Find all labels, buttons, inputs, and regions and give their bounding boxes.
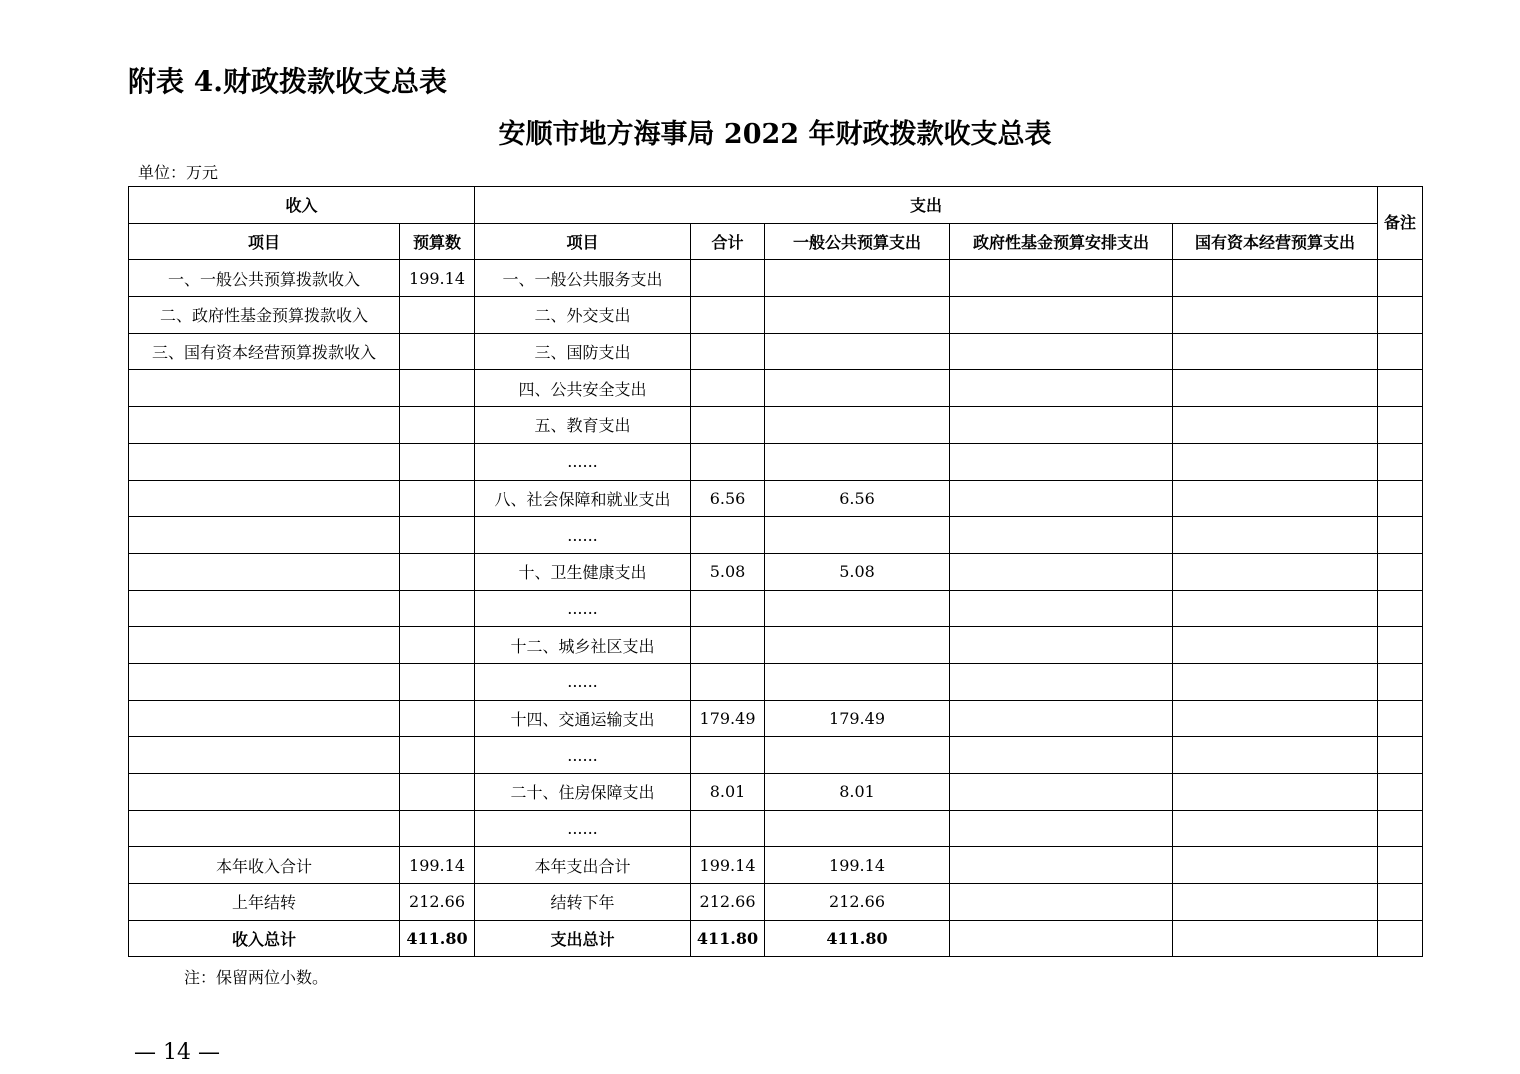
expense-total-cell [691, 370, 765, 407]
expense-total-cell: 199.14 [691, 847, 765, 884]
expense-fund-cell [950, 663, 1173, 700]
income-budget-cell [400, 517, 475, 554]
page-title: 安顺市地方海事局 2022 年财政拨款收支总表 [498, 119, 1052, 150]
table-row [129, 663, 1423, 700]
expense-item-cell: 十二、城乡社区支出 [475, 627, 691, 664]
income-budget-cell [400, 480, 475, 517]
expense-item-cell: 十、卫生健康支出 [475, 553, 691, 590]
remark-cell [1378, 920, 1423, 957]
income-budget-cell [400, 774, 475, 811]
expense-item-cell: ...... [475, 737, 691, 774]
income-budget-cell [400, 737, 475, 774]
expense-total-cell [691, 517, 765, 554]
expense-item-cell: ...... [475, 443, 691, 480]
income-item-cell: 一、一般公共预算拨款收入 [129, 260, 400, 297]
income-item-cell [129, 517, 400, 554]
expense-total-cell [691, 810, 765, 847]
expense-fund-cell [950, 370, 1173, 407]
income-item-cell [129, 737, 400, 774]
expense-fund-cell [950, 847, 1173, 884]
expense-general-cell: 411.80 [765, 920, 950, 957]
expense-fund-cell [950, 590, 1173, 627]
expense-fund-cell [950, 333, 1173, 370]
expense-fund-cell [950, 920, 1173, 957]
expense-total-cell: 179.49 [691, 700, 765, 737]
table-row [129, 737, 1423, 774]
table-row [129, 590, 1423, 627]
income-item-cell [129, 553, 400, 590]
expense-state-cell [1173, 774, 1378, 811]
income-item-cell: 本年收入合计 [129, 847, 400, 884]
remark-cell [1378, 333, 1423, 370]
expense-general-cell [765, 737, 950, 774]
expense-general-cell [765, 590, 950, 627]
income-budget-cell: 212.66 [400, 884, 475, 921]
expense-fund-cell [950, 260, 1173, 297]
expense-state-cell [1173, 810, 1378, 847]
table-row [129, 847, 1423, 884]
expense-fund-cell [950, 774, 1173, 811]
expense-general-cell [765, 333, 950, 370]
expense-item-cell: ...... [475, 663, 691, 700]
expense-state-cell [1173, 260, 1378, 297]
income-budget-cell [400, 700, 475, 737]
expense-total-cell [691, 443, 765, 480]
expense-item-cell: ...... [475, 517, 691, 554]
expense-item-cell: 十四、交通运输支出 [475, 700, 691, 737]
table-row [129, 700, 1423, 737]
table-body [129, 260, 1423, 957]
budget-table [128, 186, 1423, 957]
expense-fund-cell [950, 627, 1173, 664]
income-budget-cell [400, 443, 475, 480]
remark-cell [1378, 517, 1423, 554]
expense-item-cell: 五、教育支出 [475, 407, 691, 444]
table-row [129, 443, 1423, 480]
expense-fund-cell [950, 810, 1173, 847]
table-row [129, 627, 1423, 664]
expense-general-cell: 6.56 [765, 480, 950, 517]
expense-item-cell: 结转下年 [475, 884, 691, 921]
expense-general-header: 一般公共预算支出 [765, 223, 950, 260]
income-budget-cell: 199.14 [400, 847, 475, 884]
expense-state-cell [1173, 663, 1378, 700]
remark-cell [1378, 884, 1423, 921]
income-group-header: 收入 [129, 187, 475, 224]
income-item-cell [129, 627, 400, 664]
expense-general-cell: 8.01 [765, 774, 950, 811]
expense-state-cell [1173, 627, 1378, 664]
remark-header: 备注 [1378, 187, 1423, 260]
remark-cell [1378, 847, 1423, 884]
expense-total-header: 合计 [691, 223, 765, 260]
income-item-cell [129, 370, 400, 407]
income-item-header: 项目 [129, 223, 400, 260]
income-budget-cell [400, 663, 475, 700]
income-item-cell [129, 810, 400, 847]
income-budget-cell: 199.14 [400, 260, 475, 297]
remark-cell [1378, 810, 1423, 847]
expense-item-cell: ...... [475, 590, 691, 627]
expense-group-header: 支出 [475, 187, 1378, 224]
expense-fund-cell [950, 737, 1173, 774]
expense-state-cell [1173, 553, 1378, 590]
expense-state-cell [1173, 480, 1378, 517]
expense-item-cell: 本年支出合计 [475, 847, 691, 884]
income-item-cell: 三、国有资本经营预算拨款收入 [129, 333, 400, 370]
expense-general-cell [765, 810, 950, 847]
income-budget-cell [400, 297, 475, 334]
table-row [129, 920, 1423, 957]
table-row [129, 884, 1423, 921]
remark-cell [1378, 443, 1423, 480]
expense-fund-header: 政府性基金预算安排支出 [950, 223, 1173, 260]
expense-total-cell: 411.80 [691, 920, 765, 957]
expense-state-cell [1173, 700, 1378, 737]
expense-state-cell [1173, 443, 1378, 480]
expense-item-header: 项目 [475, 223, 691, 260]
table-row [129, 370, 1423, 407]
expense-item-cell: 二十、住房保障支出 [475, 774, 691, 811]
remark-cell [1378, 627, 1423, 664]
footnote: 注：保留两位小数。 [184, 968, 329, 987]
expense-fund-cell [950, 553, 1173, 590]
expense-general-cell: 199.14 [765, 847, 950, 884]
expense-general-cell: 179.49 [765, 700, 950, 737]
expense-general-cell [765, 297, 950, 334]
expense-state-cell [1173, 920, 1378, 957]
expense-total-cell [691, 407, 765, 444]
table-row [129, 333, 1423, 370]
income-item-cell [129, 480, 400, 517]
expense-general-cell: 5.08 [765, 553, 950, 590]
table-row [129, 407, 1423, 444]
income-item-cell [129, 774, 400, 811]
expense-fund-cell [950, 407, 1173, 444]
remark-cell [1378, 370, 1423, 407]
expense-total-cell: 5.08 [691, 553, 765, 590]
expense-general-cell: 212.66 [765, 884, 950, 921]
income-budget-cell: 411.80 [400, 920, 475, 957]
expense-total-cell: 8.01 [691, 774, 765, 811]
table-row [129, 297, 1423, 334]
expense-total-cell: 6.56 [691, 480, 765, 517]
expense-total-cell [691, 590, 765, 627]
expense-total-cell [691, 627, 765, 664]
table-row [129, 517, 1423, 554]
income-item-cell [129, 700, 400, 737]
expense-item-cell: 一、一般公共服务支出 [475, 260, 691, 297]
table-row [129, 260, 1423, 297]
expense-item-cell: 支出总计 [475, 920, 691, 957]
expense-fund-cell [950, 443, 1173, 480]
expense-item-cell: ...... [475, 810, 691, 847]
expense-fund-cell [950, 480, 1173, 517]
remark-cell [1378, 297, 1423, 334]
income-item-cell: 上年结转 [129, 884, 400, 921]
table-row [129, 810, 1423, 847]
income-budget-cell [400, 590, 475, 627]
table-row [129, 480, 1423, 517]
expense-general-cell [765, 260, 950, 297]
expense-general-cell [765, 627, 950, 664]
income-budget-cell [400, 627, 475, 664]
expense-general-cell [765, 407, 950, 444]
expense-state-cell [1173, 884, 1378, 921]
income-item-cell [129, 407, 400, 444]
remark-cell [1378, 590, 1423, 627]
expense-general-cell [765, 663, 950, 700]
expense-total-cell [691, 260, 765, 297]
income-budget-cell [400, 370, 475, 407]
remark-cell [1378, 260, 1423, 297]
expense-state-cell [1173, 370, 1378, 407]
remark-cell [1378, 480, 1423, 517]
expense-item-cell: 八、社会保障和就业支出 [475, 480, 691, 517]
remark-cell [1378, 700, 1423, 737]
expense-total-cell [691, 737, 765, 774]
expense-total-cell [691, 663, 765, 700]
income-item-cell [129, 443, 400, 480]
expense-total-cell [691, 333, 765, 370]
income-budget-cell [400, 810, 475, 847]
expense-fund-cell [950, 517, 1173, 554]
income-budget-cell [400, 333, 475, 370]
income-budget-header: 预算数 [400, 223, 475, 260]
expense-state-cell [1173, 407, 1378, 444]
expense-general-cell [765, 370, 950, 407]
remark-cell [1378, 774, 1423, 811]
expense-state-header: 国有资本经营预算支出 [1173, 223, 1378, 260]
expense-general-cell [765, 443, 950, 480]
income-item-cell [129, 590, 400, 627]
expense-fund-cell [950, 297, 1173, 334]
income-budget-cell [400, 407, 475, 444]
income-item-cell [129, 663, 400, 700]
attachment-title: 附表 4.财政拨款收支总表 [128, 65, 447, 98]
expense-general-cell [765, 517, 950, 554]
table-row [129, 774, 1423, 811]
expense-total-cell: 212.66 [691, 884, 765, 921]
expense-state-cell [1173, 297, 1378, 334]
expense-state-cell [1173, 590, 1378, 627]
income-item-cell: 二、政府性基金预算拨款收入 [129, 297, 400, 334]
expense-item-cell: 三、国防支出 [475, 333, 691, 370]
income-item-cell: 收入总计 [129, 920, 400, 957]
income-budget-cell [400, 553, 475, 590]
page-number: — 14 — [134, 1040, 220, 1065]
remark-cell [1378, 407, 1423, 444]
remark-cell [1378, 737, 1423, 774]
expense-state-cell [1173, 517, 1378, 554]
expense-item-cell: 四、公共安全支出 [475, 370, 691, 407]
expense-state-cell [1173, 847, 1378, 884]
expense-fund-cell [950, 700, 1173, 737]
table-row [129, 553, 1423, 590]
expense-fund-cell [950, 884, 1173, 921]
remark-cell [1378, 663, 1423, 700]
expense-state-cell [1173, 737, 1378, 774]
expense-total-cell [691, 297, 765, 334]
expense-state-cell [1173, 333, 1378, 370]
unit-label: 单位：万元 [138, 163, 219, 182]
remark-cell [1378, 553, 1423, 590]
expense-item-cell: 二、外交支出 [475, 297, 691, 334]
